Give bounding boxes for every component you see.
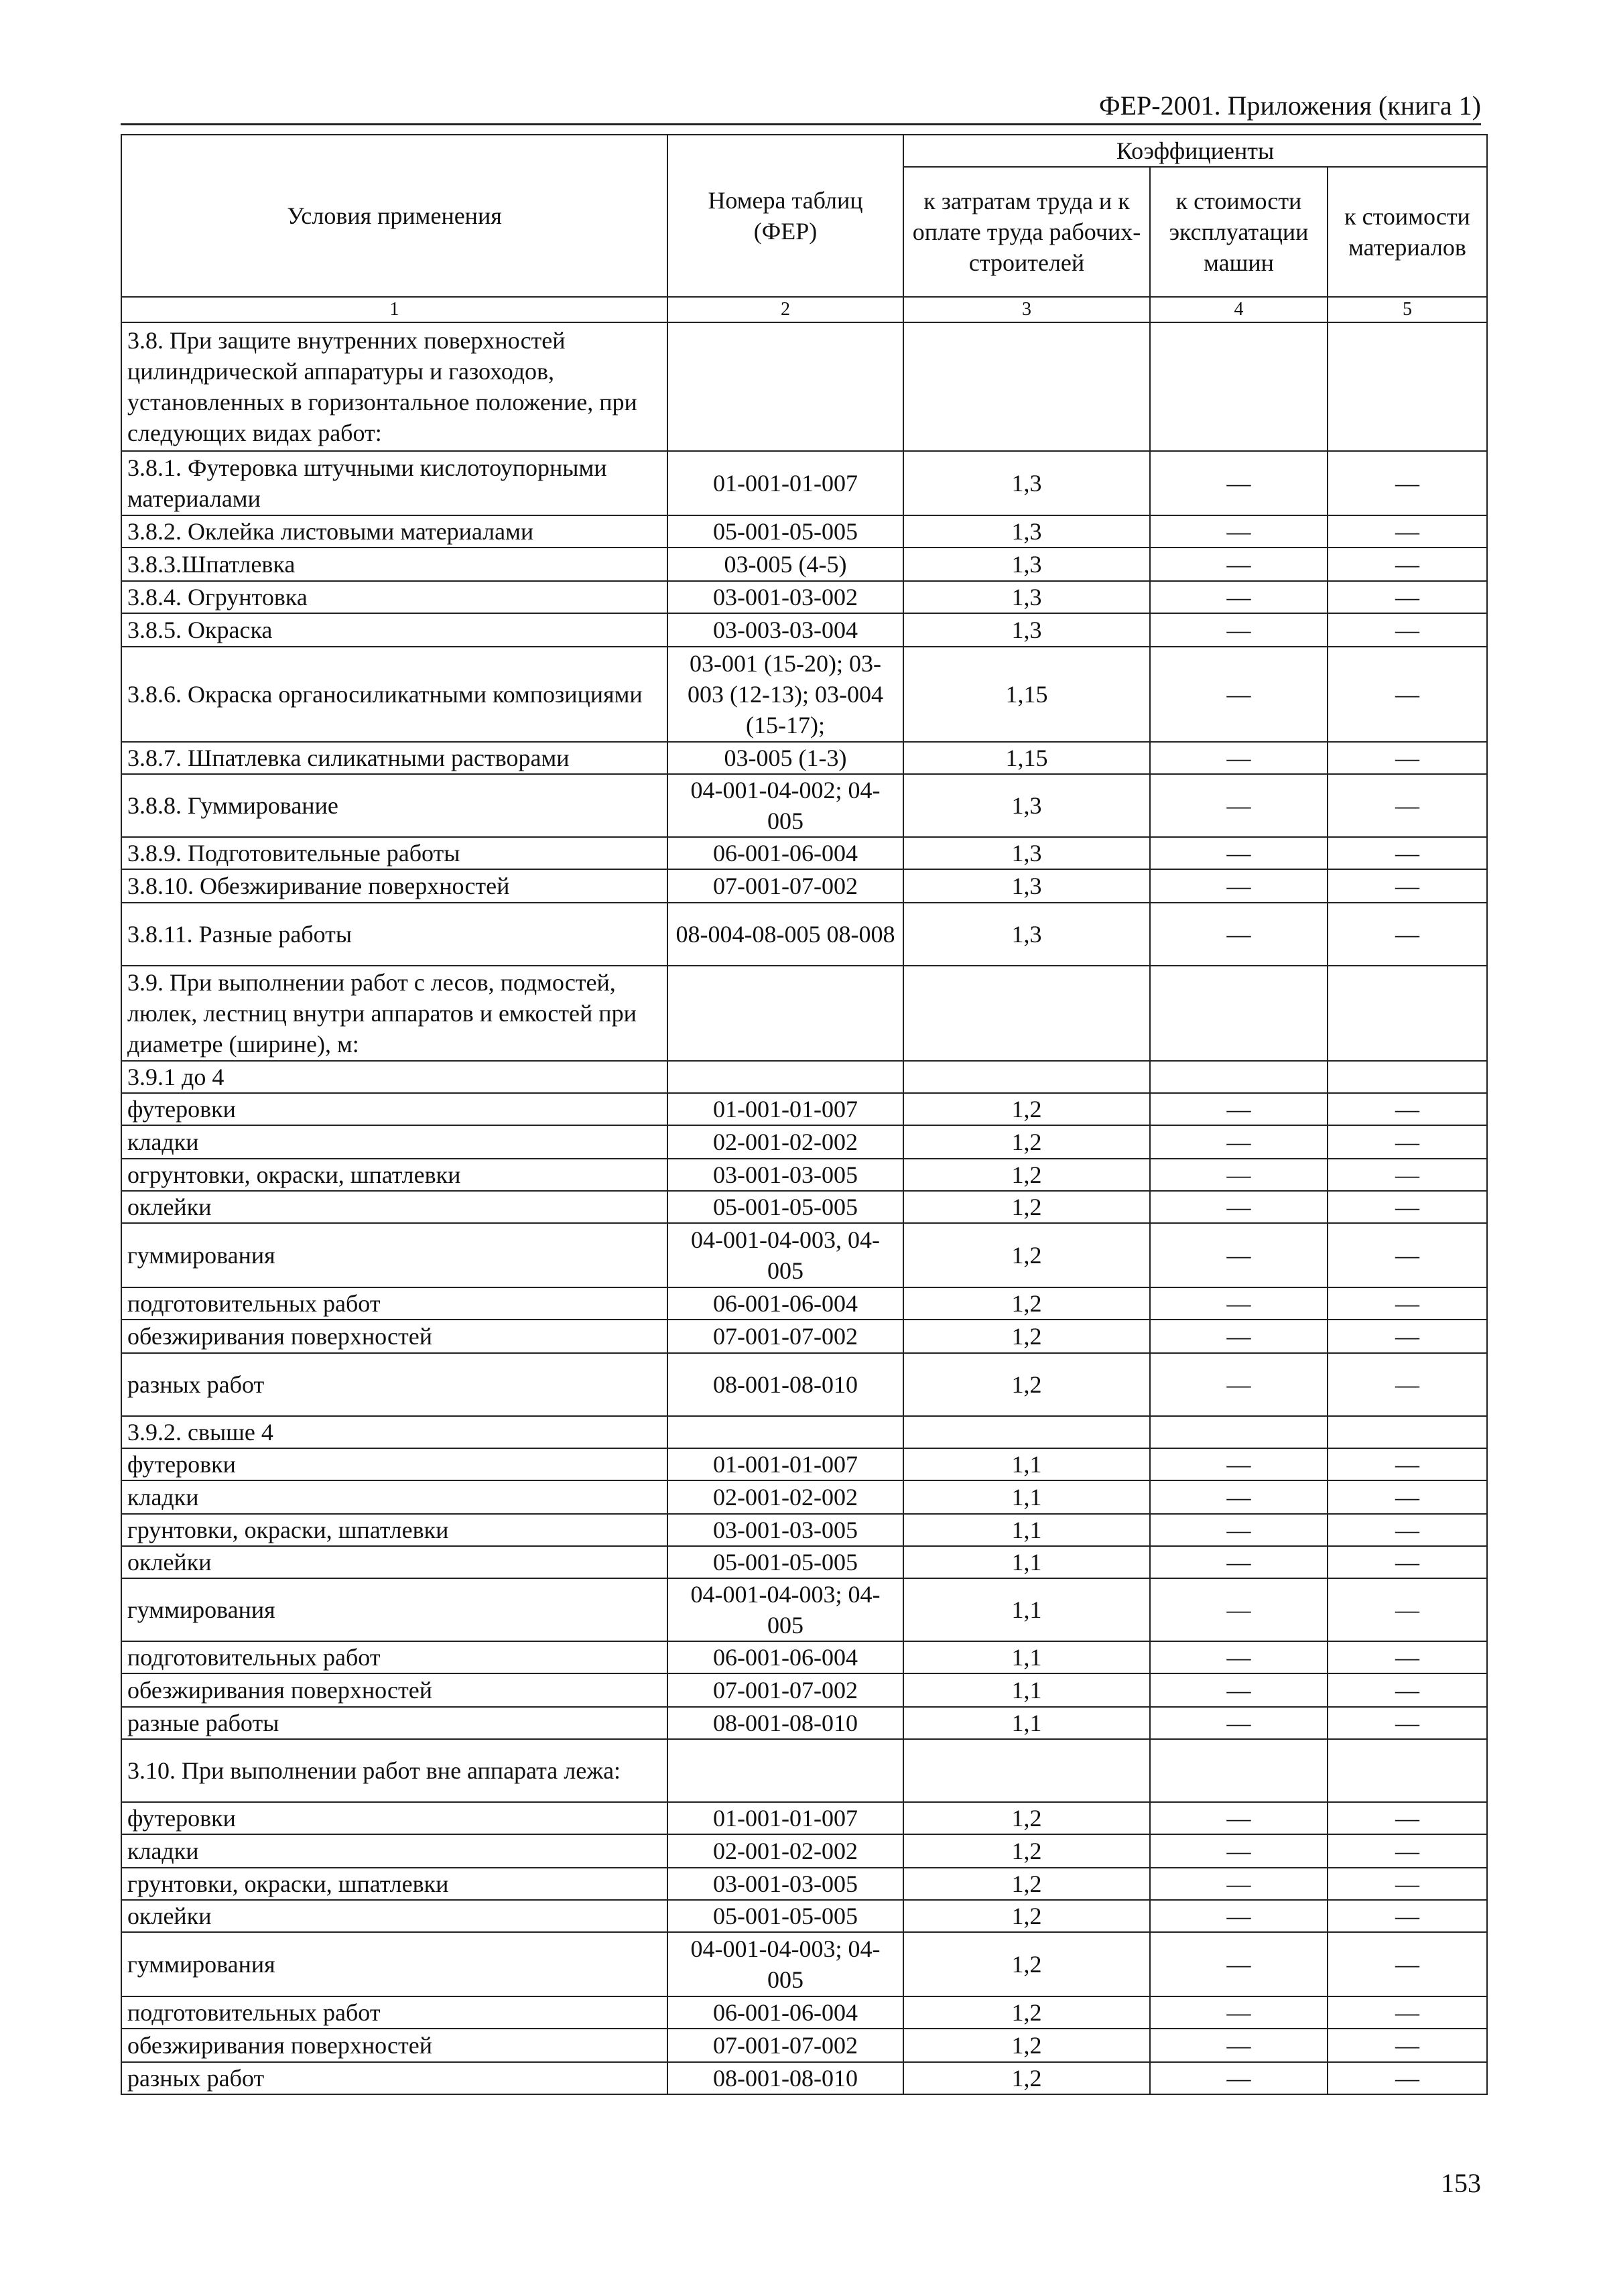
table-numbers-cell: 01-001-01-007 xyxy=(667,1093,903,1125)
machines-coefficient-cell: — xyxy=(1150,1900,1328,1932)
page-number: 153 xyxy=(1441,2168,1481,2198)
condition-cell: гуммирования xyxy=(121,1578,667,1641)
machines-coefficient-cell: — xyxy=(1150,1834,1328,1868)
coefficients-table xyxy=(121,134,1488,2095)
col-conditions-header: Условия применения xyxy=(121,135,667,297)
machines-coefficient-cell: — xyxy=(1150,451,1328,515)
condition-cell: подготовительных работ xyxy=(121,1641,667,1673)
machines-coefficient-cell: — xyxy=(1150,1996,1328,2029)
labor-coefficient-cell: 1,1 xyxy=(903,1641,1150,1673)
table-row xyxy=(121,869,1487,903)
machines-coefficient-cell: — xyxy=(1150,1353,1328,1416)
labor-coefficient-cell: 1,1 xyxy=(903,1707,1150,1739)
table-numbers-cell: 01-001-01-007 xyxy=(667,1802,903,1834)
table-numbers-cell xyxy=(667,966,903,1061)
materials-coefficient-cell: — xyxy=(1328,1480,1487,1514)
materials-coefficient-cell: — xyxy=(1328,1448,1487,1480)
labor-coefficient-cell: 1,2 xyxy=(903,2029,1150,2062)
condition-cell: обезжиривания поверхностей xyxy=(121,2029,667,2062)
machines-coefficient-cell xyxy=(1150,322,1328,451)
labor-coefficient-cell xyxy=(903,322,1150,451)
materials-coefficient-cell: — xyxy=(1328,613,1487,647)
col-machines-header: к стоимости эксплуатации машин xyxy=(1150,167,1328,297)
materials-coefficient-cell xyxy=(1328,966,1487,1061)
machines-coefficient-cell: — xyxy=(1150,1868,1328,1900)
condition-cell: оклейки xyxy=(121,1900,667,1932)
condition-cell: подготовительных работ xyxy=(121,1996,667,2029)
table-row xyxy=(121,1191,1487,1223)
table-row xyxy=(121,1546,1487,1578)
condition-cell: 3.8.1. Футеровка штучными кислотоупорными материалами xyxy=(121,451,667,515)
table-row xyxy=(121,613,1487,647)
machines-coefficient-cell: — xyxy=(1150,1287,1328,1320)
column-number: 4 xyxy=(1150,297,1328,322)
materials-coefficient-cell: — xyxy=(1328,1159,1487,1191)
table-numbers-cell: 03-001-03-005 xyxy=(667,1159,903,1191)
table-numbers-cell: 05-001-05-005 xyxy=(667,1900,903,1932)
table-row xyxy=(121,966,1487,1061)
condition-cell: 3.9.1 до 4 xyxy=(121,1061,667,1093)
table-numbers-cell: 07-001-07-002 xyxy=(667,1320,903,1353)
table-row xyxy=(121,1223,1487,1287)
table-numbers-cell: 01-001-01-007 xyxy=(667,451,903,515)
machines-coefficient-cell: — xyxy=(1150,548,1328,581)
materials-coefficient-cell xyxy=(1328,1061,1487,1093)
labor-coefficient-cell: 1,2 xyxy=(903,1191,1150,1223)
col-tables-header: Номера таблиц (ФЕР) xyxy=(667,135,903,297)
condition-cell: гуммирования xyxy=(121,1932,667,1996)
table-numbers-cell: 08-001-08-010 xyxy=(667,1353,903,1416)
materials-coefficient-cell: — xyxy=(1328,1868,1487,1900)
table-row xyxy=(121,837,1487,869)
condition-cell: 3.8.10. Обезжиривание поверхностей xyxy=(121,869,667,903)
labor-coefficient-cell xyxy=(903,1061,1150,1093)
condition-cell: кладки xyxy=(121,1834,667,1868)
labor-coefficient-cell xyxy=(903,1416,1150,1448)
column-number: 1 xyxy=(121,297,667,322)
column-number: 5 xyxy=(1328,297,1487,322)
machines-coefficient-cell: — xyxy=(1150,1093,1328,1125)
machines-coefficient-cell: — xyxy=(1150,1320,1328,1353)
table-row xyxy=(121,2062,1487,2094)
labor-coefficient-cell: 1,3 xyxy=(903,515,1150,548)
condition-cell: 3.8.11. Разные работы xyxy=(121,903,667,966)
materials-coefficient-cell: — xyxy=(1328,1320,1487,1353)
labor-coefficient-cell: 1,15 xyxy=(903,742,1150,774)
condition-cell: 3.10. При выполнении работ вне аппарата лежа: xyxy=(121,1739,667,1802)
materials-coefficient-cell xyxy=(1328,1739,1487,1802)
labor-coefficient-cell: 1,2 xyxy=(903,1996,1150,2029)
labor-coefficient-cell: 1,2 xyxy=(903,1125,1150,1159)
machines-coefficient-cell: — xyxy=(1150,515,1328,548)
table-numbers-cell: 03-001-03-002 xyxy=(667,581,903,613)
column-number: 2 xyxy=(667,297,903,322)
table-numbers-cell: 08-001-08-010 xyxy=(667,2062,903,2094)
condition-cell: 3.8.2. Оклейка листовыми материалами xyxy=(121,515,667,548)
condition-cell: гуммирования xyxy=(121,1223,667,1287)
materials-coefficient-cell: — xyxy=(1328,1287,1487,1320)
machines-coefficient-cell: — xyxy=(1150,1802,1328,1834)
table-row xyxy=(121,1868,1487,1900)
table-numbers-cell: 06-001-06-004 xyxy=(667,1641,903,1673)
labor-coefficient-cell: 1,15 xyxy=(903,647,1150,742)
table-numbers-cell xyxy=(667,322,903,451)
condition-cell: кладки xyxy=(121,1125,667,1159)
labor-coefficient-cell: 1,3 xyxy=(903,903,1150,966)
condition-cell: 3.8.8. Гуммирование xyxy=(121,774,667,837)
table-numbers-cell: 01-001-01-007 xyxy=(667,1448,903,1480)
condition-cell: разные работы xyxy=(121,1707,667,1739)
table-numbers-cell: 02-001-02-002 xyxy=(667,1480,903,1514)
table-numbers-cell xyxy=(667,1061,903,1093)
condition-cell: футеровки xyxy=(121,1802,667,1834)
table-row xyxy=(121,1834,1487,1868)
condition-cell: огрунтовки, окраски, шпатлевки xyxy=(121,1159,667,1191)
table-row xyxy=(121,515,1487,548)
table-numbers-cell: 07-001-07-002 xyxy=(667,869,903,903)
machines-coefficient-cell: — xyxy=(1150,647,1328,742)
labor-coefficient-cell: 1,2 xyxy=(903,1159,1150,1191)
materials-coefficient-cell: — xyxy=(1328,837,1487,869)
labor-coefficient-cell xyxy=(903,966,1150,1061)
table-row xyxy=(121,548,1487,581)
labor-coefficient-cell: 1,1 xyxy=(903,1673,1150,1707)
condition-cell: обезжиривания поверхностей xyxy=(121,1673,667,1707)
materials-coefficient-cell: — xyxy=(1328,1514,1487,1546)
table-row xyxy=(121,1932,1487,1996)
table-numbers-cell: 03-001-03-005 xyxy=(667,1868,903,1900)
condition-cell: 3.8.7. Шпатлевка силикатными растворами xyxy=(121,742,667,774)
labor-coefficient-cell: 1,2 xyxy=(903,1223,1150,1287)
labor-coefficient-cell: 1,1 xyxy=(903,1480,1150,1514)
materials-coefficient-cell: — xyxy=(1328,1546,1487,1578)
column-number: 3 xyxy=(903,297,1150,322)
materials-coefficient-cell: — xyxy=(1328,869,1487,903)
table-row xyxy=(121,1900,1487,1932)
table-numbers-cell: 03-001 (15-20); 03-003 (12-13); 03-004 (15-17); xyxy=(667,647,903,742)
table-row xyxy=(121,774,1487,837)
table-row xyxy=(121,1353,1487,1416)
table-numbers-cell: 06-001-06-004 xyxy=(667,1287,903,1320)
table-row xyxy=(121,1739,1487,1802)
machines-coefficient-cell xyxy=(1150,966,1328,1061)
table-row xyxy=(121,1480,1487,1514)
materials-coefficient-cell: — xyxy=(1328,1932,1487,1996)
labor-coefficient-cell: 1,2 xyxy=(903,1093,1150,1125)
table-numbers-cell: 03-005 (1-3) xyxy=(667,742,903,774)
labor-coefficient-cell xyxy=(903,1739,1150,1802)
table-numbers-cell: 05-001-05-005 xyxy=(667,1546,903,1578)
table-numbers-cell: 07-001-07-002 xyxy=(667,2029,903,2062)
table-body xyxy=(121,322,1487,2094)
condition-cell: 3.8.6. Окраска органосиликатными композициями xyxy=(121,647,667,742)
materials-coefficient-cell: — xyxy=(1328,1707,1487,1739)
table-row xyxy=(121,1416,1487,1448)
table-row xyxy=(121,581,1487,613)
column-number-row xyxy=(121,297,1487,322)
condition-cell: 3.8. При защите внутренних поверхностей цилиндрической аппаратуры и газоходов, установленных в горизонтальное положение, при следующих видах работ: xyxy=(121,322,667,451)
table-row xyxy=(121,451,1487,515)
labor-coefficient-cell: 1,1 xyxy=(903,1578,1150,1641)
materials-coefficient-cell xyxy=(1328,322,1487,451)
machines-coefficient-cell: — xyxy=(1150,837,1328,869)
col-labor-header: к затратам труда и к оплате труда рабочих-строителей xyxy=(903,167,1150,297)
header-title: ФЕР-2001. Приложения (книга 1) xyxy=(1099,90,1481,121)
materials-coefficient-cell: — xyxy=(1328,647,1487,742)
condition-cell: 3.9. При выполнении работ с лесов, подмостей, люлек, лестниц внутри аппаратов и емкостей при диаметре (ширине), м: xyxy=(121,966,667,1061)
machines-coefficient-cell: — xyxy=(1150,1546,1328,1578)
labor-coefficient-cell: 1,2 xyxy=(903,1353,1150,1416)
table-numbers-cell: 03-001-03-005 xyxy=(667,1514,903,1546)
condition-cell: подготовительных работ xyxy=(121,1287,667,1320)
table-row xyxy=(121,903,1487,966)
materials-coefficient-cell: — xyxy=(1328,515,1487,548)
machines-coefficient-cell: — xyxy=(1150,1641,1328,1673)
materials-coefficient-cell: — xyxy=(1328,1802,1487,1834)
condition-cell: 3.8.3.Шпатлевка xyxy=(121,548,667,581)
table-row xyxy=(121,1061,1487,1093)
condition-cell: грунтовки, окраски, шпатлевки xyxy=(121,1868,667,1900)
table-row xyxy=(121,1996,1487,2029)
labor-coefficient-cell: 1,3 xyxy=(903,613,1150,647)
machines-coefficient-cell: — xyxy=(1150,1223,1328,1287)
materials-coefficient-cell: — xyxy=(1328,1353,1487,1416)
condition-cell: грунтовки, окраски, шпатлевки xyxy=(121,1514,667,1546)
condition-cell: 3.8.5. Окраска xyxy=(121,613,667,647)
table-head xyxy=(121,135,1487,322)
table-row xyxy=(121,2029,1487,2062)
materials-coefficient-cell: — xyxy=(1328,2029,1487,2062)
table-numbers-cell: 05-001-05-005 xyxy=(667,515,903,548)
col-materials-header: к стоимости материалов xyxy=(1328,167,1487,297)
materials-coefficient-cell: — xyxy=(1328,1223,1487,1287)
labor-coefficient-cell: 1,3 xyxy=(903,581,1150,613)
machines-coefficient-cell: — xyxy=(1150,742,1328,774)
machines-coefficient-cell: — xyxy=(1150,1932,1328,1996)
machines-coefficient-cell: — xyxy=(1150,903,1328,966)
machines-coefficient-cell: — xyxy=(1150,2062,1328,2094)
table-numbers-cell: 04-001-04-003; 04-005 xyxy=(667,1578,903,1641)
machines-coefficient-cell: — xyxy=(1150,1707,1328,1739)
labor-coefficient-cell: 1,3 xyxy=(903,837,1150,869)
machines-coefficient-cell: — xyxy=(1150,1514,1328,1546)
table-row xyxy=(121,1707,1487,1739)
machines-coefficient-cell: — xyxy=(1150,1673,1328,1707)
labor-coefficient-cell: 1,2 xyxy=(903,1932,1150,1996)
machines-coefficient-cell: — xyxy=(1150,2029,1328,2062)
table-row xyxy=(121,1514,1487,1546)
table-row xyxy=(121,1125,1487,1159)
labor-coefficient-cell: 1,2 xyxy=(903,1900,1150,1932)
machines-coefficient-cell: — xyxy=(1150,1125,1328,1159)
machines-coefficient-cell: — xyxy=(1150,1480,1328,1514)
table-numbers-cell: 06-001-06-004 xyxy=(667,837,903,869)
materials-coefficient-cell: — xyxy=(1328,774,1487,837)
machines-coefficient-cell: — xyxy=(1150,1578,1328,1641)
materials-coefficient-cell: — xyxy=(1328,1093,1487,1125)
materials-coefficient-cell: — xyxy=(1328,742,1487,774)
labor-coefficient-cell: 1,1 xyxy=(903,1514,1150,1546)
condition-cell: оклейки xyxy=(121,1191,667,1223)
table-row xyxy=(121,1320,1487,1353)
table-row xyxy=(121,1159,1487,1191)
labor-coefficient-cell: 1,3 xyxy=(903,869,1150,903)
condition-cell: футеровки xyxy=(121,1093,667,1125)
labor-coefficient-cell: 1,3 xyxy=(903,774,1150,837)
labor-coefficient-cell: 1,2 xyxy=(903,1834,1150,1868)
condition-cell: 3.8.4. Огрунтовка xyxy=(121,581,667,613)
materials-coefficient-cell: — xyxy=(1328,451,1487,515)
materials-coefficient-cell: — xyxy=(1328,1641,1487,1673)
machines-coefficient-cell: — xyxy=(1150,581,1328,613)
condition-cell: разных работ xyxy=(121,1353,667,1416)
table-numbers-cell: 06-001-06-004 xyxy=(667,1996,903,2029)
materials-coefficient-cell: — xyxy=(1328,1834,1487,1868)
table-row xyxy=(121,1287,1487,1320)
table-numbers-cell: 03-005 (4-5) xyxy=(667,548,903,581)
machines-coefficient-cell: — xyxy=(1150,1159,1328,1191)
table-numbers-cell xyxy=(667,1739,903,1802)
table-numbers-cell: 08-001-08-010 xyxy=(667,1707,903,1739)
labor-coefficient-cell: 1,3 xyxy=(903,548,1150,581)
materials-coefficient-cell: — xyxy=(1328,581,1487,613)
materials-coefficient-cell: — xyxy=(1328,2062,1487,2094)
machines-coefficient-cell: — xyxy=(1150,774,1328,837)
table-row xyxy=(121,742,1487,774)
table-row xyxy=(121,1448,1487,1480)
header-row-1 xyxy=(121,135,1487,167)
labor-coefficient-cell: 1,2 xyxy=(903,1802,1150,1834)
machines-coefficient-cell xyxy=(1150,1739,1328,1802)
labor-coefficient-cell: 1,2 xyxy=(903,2062,1150,2094)
table-numbers-cell: 07-001-07-002 xyxy=(667,1673,903,1707)
labor-coefficient-cell: 1,2 xyxy=(903,1287,1150,1320)
materials-coefficient-cell: — xyxy=(1328,1578,1487,1641)
col-coefficients-header: Коэффициенты xyxy=(903,135,1487,167)
table-numbers-cell xyxy=(667,1416,903,1448)
materials-coefficient-cell: — xyxy=(1328,1191,1487,1223)
table-row xyxy=(121,1578,1487,1641)
table-numbers-cell: 02-001-02-002 xyxy=(667,1125,903,1159)
materials-coefficient-cell: — xyxy=(1328,1125,1487,1159)
table-row xyxy=(121,1802,1487,1834)
condition-cell: футеровки xyxy=(121,1448,667,1480)
machines-coefficient-cell: — xyxy=(1150,613,1328,647)
condition-cell: разных работ xyxy=(121,2062,667,2094)
table-row xyxy=(121,1673,1487,1707)
condition-cell: 3.9.2. свыше 4 xyxy=(121,1416,667,1448)
table-numbers-cell: 04-001-04-003; 04-005 xyxy=(667,1932,903,1996)
table-row xyxy=(121,647,1487,742)
materials-coefficient-cell: — xyxy=(1328,548,1487,581)
machines-coefficient-cell xyxy=(1150,1416,1328,1448)
labor-coefficient-cell: 1,2 xyxy=(903,1320,1150,1353)
table-numbers-cell: 05-001-05-005 xyxy=(667,1191,903,1223)
table-numbers-cell: 08-004-08-005 08-008 xyxy=(667,903,903,966)
table-row xyxy=(121,1641,1487,1673)
machines-coefficient-cell: — xyxy=(1150,1448,1328,1480)
table-row xyxy=(121,322,1487,451)
machines-coefficient-cell: — xyxy=(1150,869,1328,903)
condition-cell: оклейки xyxy=(121,1546,667,1578)
table-numbers-cell: 02-001-02-002 xyxy=(667,1834,903,1868)
materials-coefficient-cell: — xyxy=(1328,1673,1487,1707)
labor-coefficient-cell: 1,1 xyxy=(903,1546,1150,1578)
page-header xyxy=(121,88,1481,125)
labor-coefficient-cell: 1,3 xyxy=(903,451,1150,515)
condition-cell: 3.8.9. Подготовительные работы xyxy=(121,837,667,869)
materials-coefficient-cell: — xyxy=(1328,903,1487,966)
materials-coefficient-cell: — xyxy=(1328,1900,1487,1932)
machines-coefficient-cell: — xyxy=(1150,1191,1328,1223)
condition-cell: обезжиривания поверхностей xyxy=(121,1320,667,1353)
labor-coefficient-cell: 1,2 xyxy=(903,1868,1150,1900)
table-row xyxy=(121,1093,1487,1125)
table-numbers-cell: 03-003-03-004 xyxy=(667,613,903,647)
materials-coefficient-cell xyxy=(1328,1416,1487,1448)
table-numbers-cell: 04-001-04-002; 04-005 xyxy=(667,774,903,837)
labor-coefficient-cell: 1,1 xyxy=(903,1448,1150,1480)
machines-coefficient-cell xyxy=(1150,1061,1328,1093)
condition-cell: кладки xyxy=(121,1480,667,1514)
table-numbers-cell: 04-001-04-003, 04-005 xyxy=(667,1223,903,1287)
materials-coefficient-cell: — xyxy=(1328,1996,1487,2029)
